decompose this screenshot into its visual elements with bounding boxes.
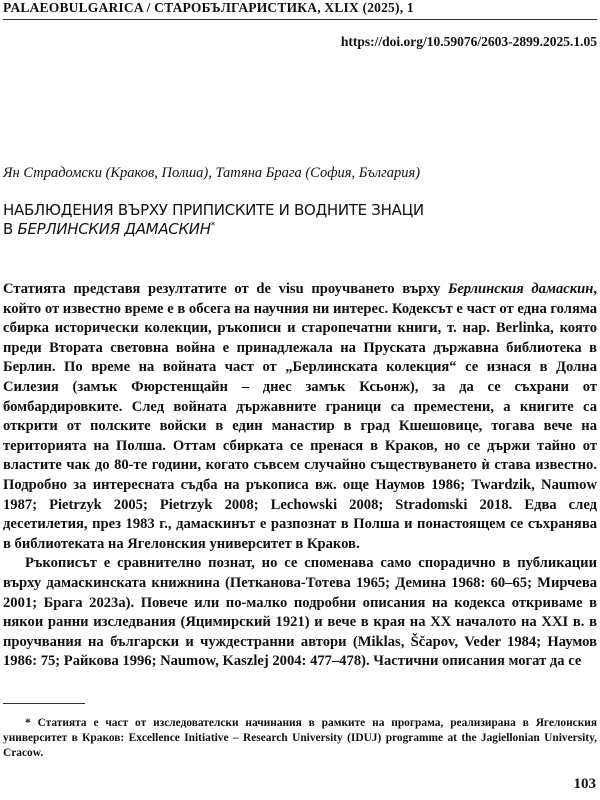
footnote: * Статията е част от изследователски начинания в рамките на програма, реализирана в Ягелонския университет в Краков: Excellence Initiative – Research University (IDUJ) programme at the Jagiellonian University, Cracow. bbox=[3, 717, 597, 759]
paragraph-1-rest: , който от известно време е в обсега на научния ни интерес. Кодексът е част от една голяма сбирка исторически колекции, ръкописи и старопечатни книги, т. нар. Berlinka, която преди Втората световна война е принадлежала на Пруската държавна библиотека в Берлин. По време на войната част от „Берлинската колекция“ се изнася в Долна Силезия (замък Фюрстенщайн – днес замък Ксьонж), за да се съхрани от бомбардировките. След войната държавните граници са преместени, а книгите са открити от полските войски в един манастир в град Кшешовице, тогава вече на територията на Полша. Оттам сбирката се пренася в Краков, но се държи тайно от властите чак до 80-те години, когато съвсем случайно съществуването ѝ става известно. Подробно за интересната съдба на ръкописа вж. още Наумов 1986; Twardzik, Naumow 1987; Pietrzyk 2005; Pietrzyk 2008; Lechowski 2008; Stradomski 2018. Едва след десетилетия, през 1983 г., дамаскинът е разпознат в Полша и понастоящем се съхранява в библиотеката на Ягелонския университет в Краков. bbox=[3, 281, 597, 552]
article-body bbox=[3, 280, 597, 672]
paragraph-1-start: Статията представя резултатите от de visu проучването върху bbox=[3, 281, 449, 297]
paragraph-1-italic-title: Берлинския дамаскин bbox=[448, 281, 594, 297]
article-authors: Ян Страдомски (Краков, Полша), Татяна Брага (София, България) bbox=[3, 165, 421, 181]
doi-link[interactable]: https://doi.org/10.59076/2603-2899.2025.1.05 bbox=[340, 34, 597, 49]
title-line-2-italic: БЕРЛИНСКИЯ ДАМАСКИН bbox=[17, 220, 211, 238]
paragraph-1 bbox=[3, 280, 597, 554]
article-title bbox=[3, 201, 424, 239]
title-line-2-prefix: В bbox=[3, 220, 18, 238]
title-line-1: НАБЛЮДЕНИЯ ВЪРХУ ПРИПИСКИТЕ И ВОДНИТЕ ЗНАЦИ bbox=[3, 201, 424, 219]
header-rule bbox=[3, 19, 597, 20]
running-head: PALAEOBULGARICA / СТАРОБЪЛГАРИСТИКА, XLIX (2025), 1 bbox=[3, 0, 414, 15]
footnote-rule bbox=[3, 703, 85, 704]
page-number: 103 bbox=[573, 776, 596, 792]
title-footnote-mark[interactable]: * bbox=[210, 221, 215, 231]
paragraph-2: Ръкописът е сравнително познат, но се споменава само спорадично в публикации върху дамаскинската книжнина (Петканова-Тотева 1965; Демина 1968: 60–65; Мирчева 2001; Брага 2023а). Повече или по-малко подробни описания на кодекса откриваме в някои ранни изследвания (Яцимирский 1921) и вече в края на XX началото на XXI в. в проучвания на български и чуждестранни автори (Miklas, Ščapov, Veder 1984; Наумов 1986: 75; Райкова 1996; Naumow, Kaszlej 2004: 477–478). Частични описания могат да се bbox=[3, 555, 597, 670]
